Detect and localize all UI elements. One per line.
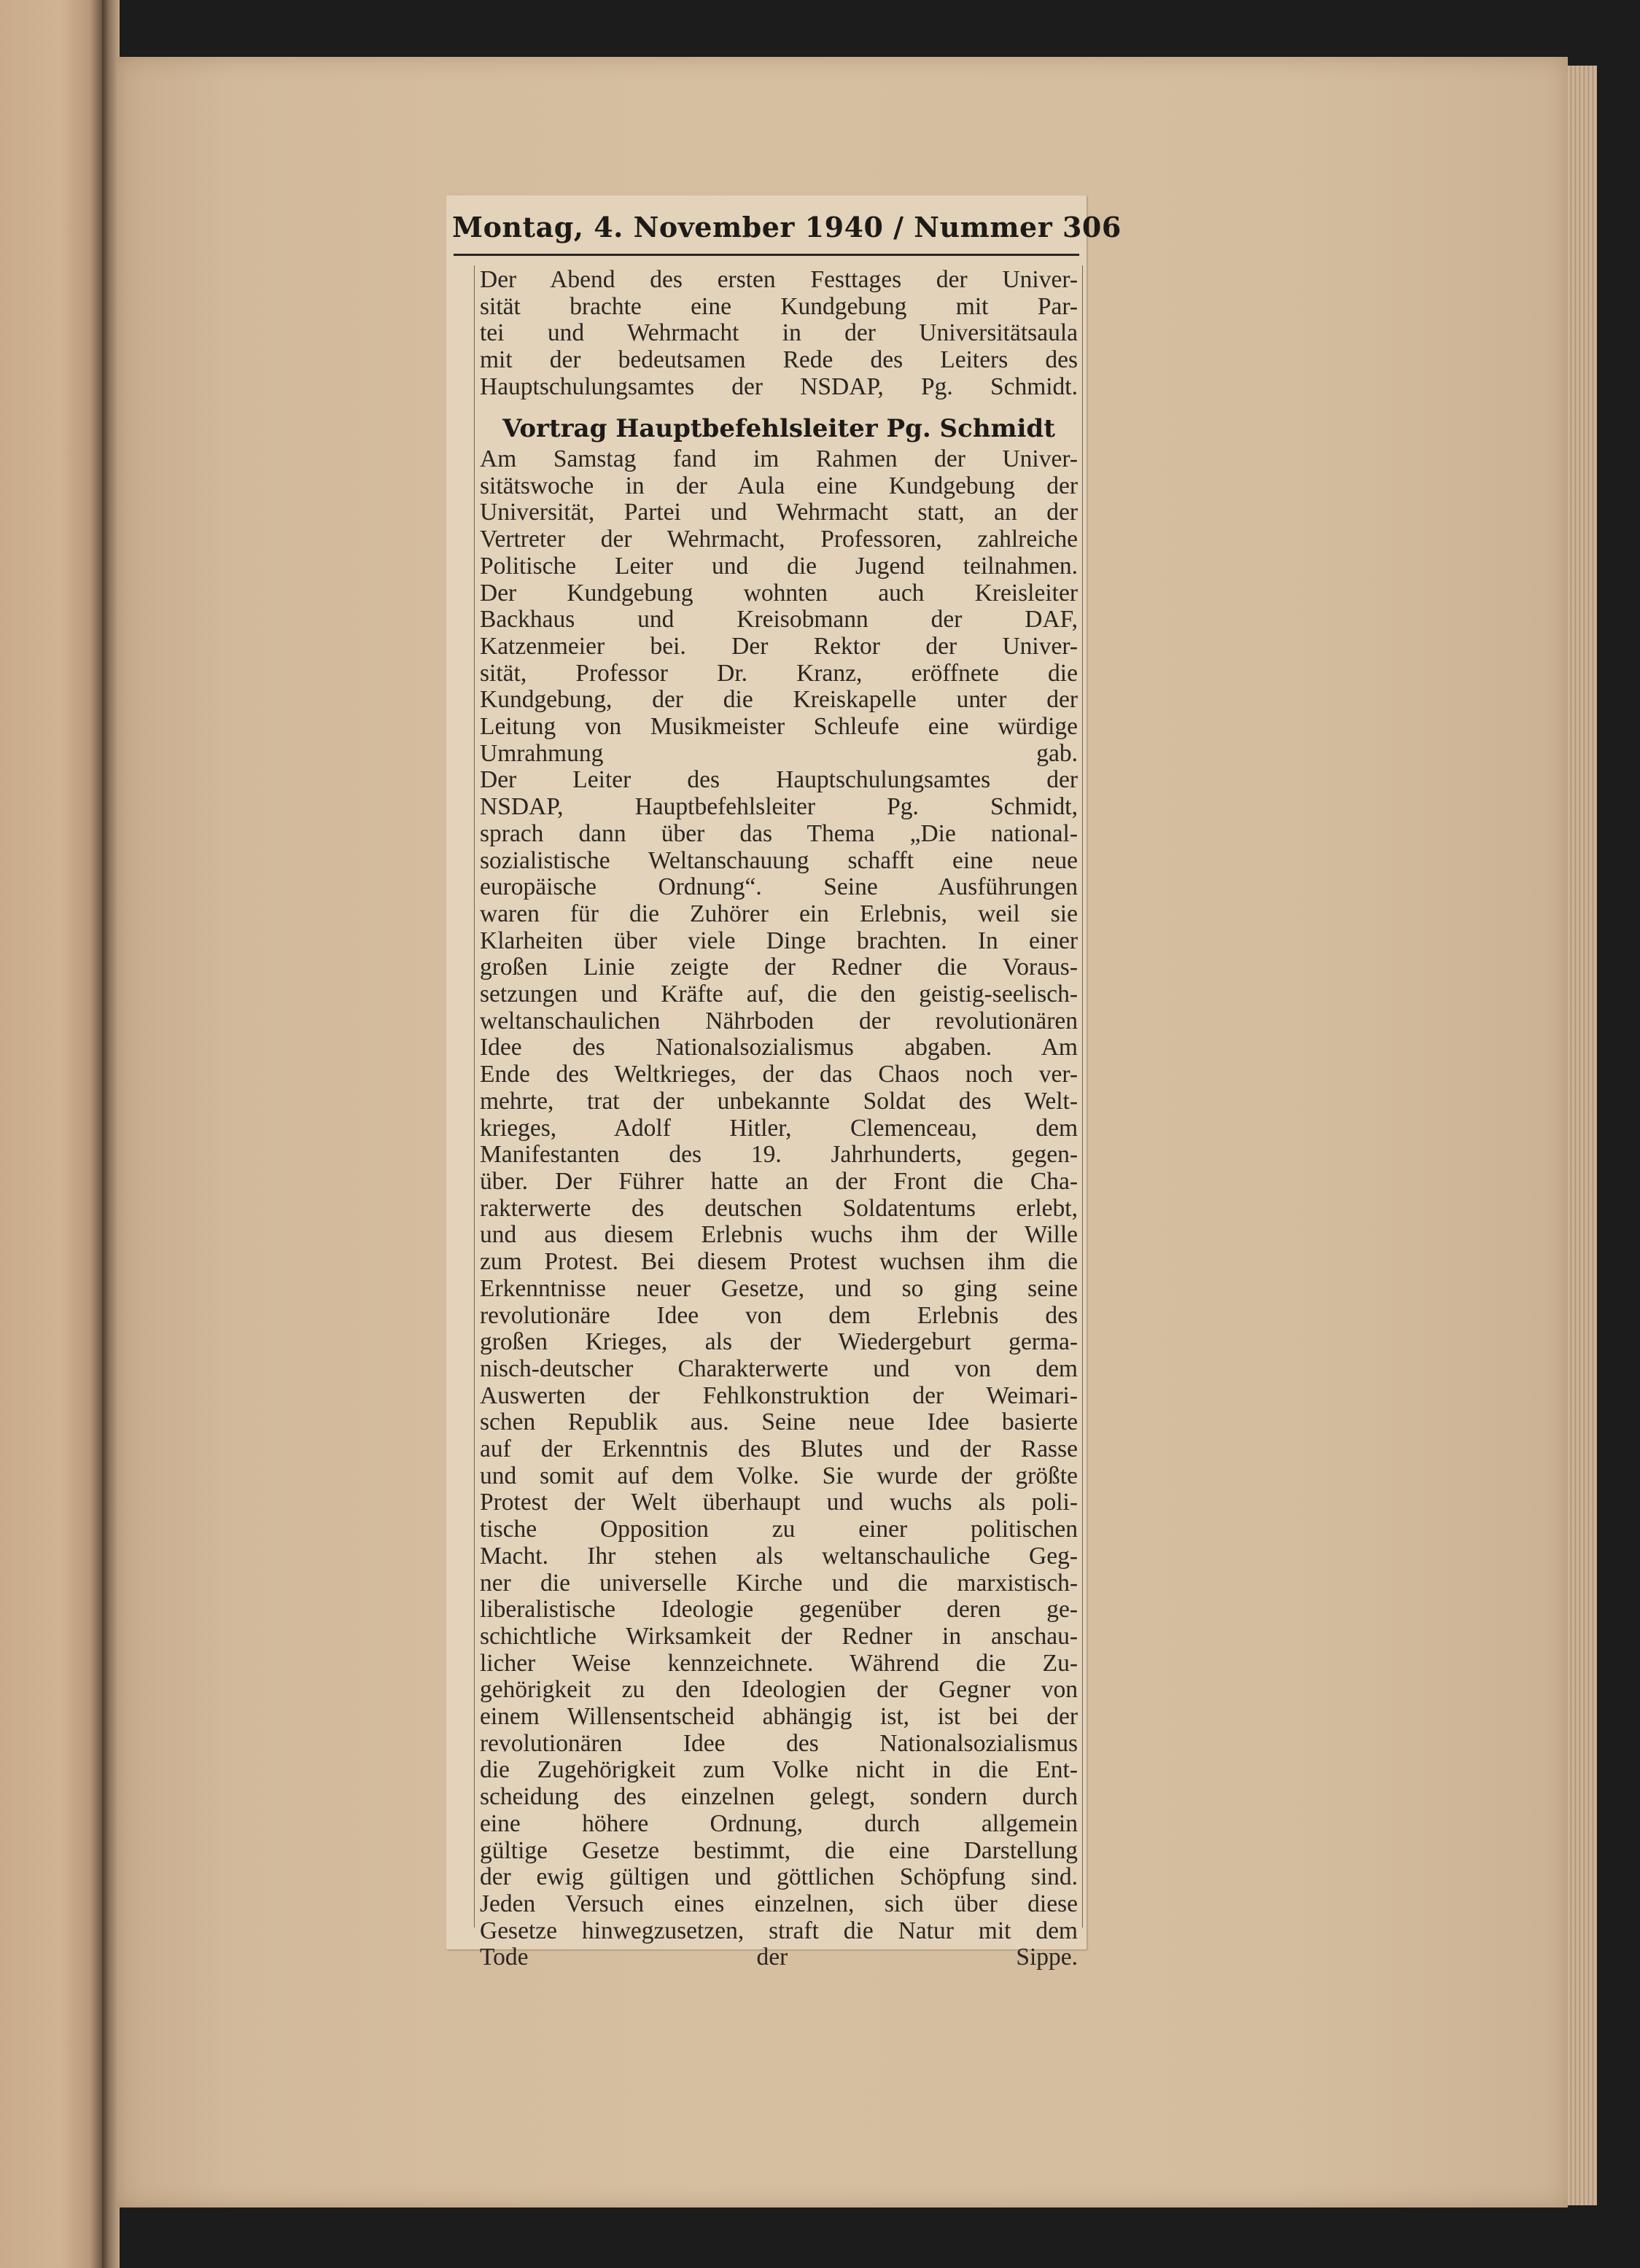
article-body: Am Samstag fand im Rahmen der Univer- sitätswoche in der Aula eine Kundgebung der Universität, Partei und Wehrmacht statt, an der Vertreter der Wehrmacht, Professoren, zahlreiche Politische Leiter und die Jugend teilnahmen. Der Kundgebung wohnten auch Kreisleiter Backhaus und Kreisobmann der DAF, Katzenmeier bei. Der Rektor der Univer- sität, Professor Dr. Kranz, eröffnete die Kundgebung, der die Kreiskapelle unter der Leitung von Musikmeister Schleufe eine würdige Umrahmung gab. Der Leiter des Hauptschulungsamtes der NSDAP, Hauptbefehlsleiter Pg. Schmidt, sprach dann über das Thema „Die national- sozialistische Weltanschauung schafft eine neue europäische Ordnung“. Seine Ausführungen waren für die Zuhörer ein Erlebnis, weil sie Klarheiten über viele Dinge brachten. In einer großen Linie zeigte der Redner die Voraus- setzungen und Kräfte auf, die den geistig-seelisch- weltanschaulichen Nährboden der revolutionären Idee des Nationalsozialismus abgaben. Am Ende des Weltkrieges, der das Chaos noch ver- mehrte, trat der unbekannte Soldat des Welt- krieges, Adolf Hitler, Clemenceau, dem Manifestanten des 19. Jahrhunderts, gegen- über. Der Führer hatte an der Front die Cha- rakterwerte des deutschen Soldatentums erlebt, und aus diesem Erlebnis wuchs ihm der Wille zum Protest. Bei diesem Protest wuchsen ihm die Erkenntnisse neuer Gesetze, und so ging seine revolutionäre Idee von dem Erlebnis des großen Krieges, als der Wiedergeburt germa- nisch-deutscher Charakterwerte und von dem Auswerten der Fehlkonstruktion der Weimari- schen Republik aus. Seine neue Idee basierte auf der Erkenntnis des Blutes und der Rasse und somit auf dem Volke. Sie wurde der größte Protest der Welt überhaupt und wuchs als poli- tische Opposition zu einer politischen Macht. Ihr stehen als weltanschauliche Geg- ner die universelle Kirche und die marxistisch- liberalistische Ideologie gegenüber deren ge- schichtliche Wirksamkeit der Redner in anschau- licher Weise kennzeichnete. Während die Zu- gehörigkeit zu den Ideologien der Gegner von einem Willensentscheid abhängig ist, ist bei der revolutionären Idee des Nationalsozialismus die Zugehörigkeit zum Volke nicht in die Ent- scheidung des einzelnen gelegt, sondern durch eine höhere Ordnung, durch allgemein gültige Gesetze bestimmt, die eine Darstellung der ewig gültigen und göttlichen Schöpfung sind. Jeden Versuch eines einzelnen, sich über diese Gesetze hinwegzusetzen, straft die Natur mit dem Tode der Sippe. (480, 445, 1078, 1971)
intro-paragraph: Der Abend des ersten Festtages der Univer- sität brachte eine Kundgebung mit Par- tei und Wehrmacht in der Universitätsaula mit der bedeutsamen Rede des Leiters des Hauptschulungsamtes der NSDAP, Pg. Schmidt. (480, 266, 1078, 400)
column-rule-left (474, 265, 475, 1928)
masthead-date-line: Montag, 4. November 1940 / Nummer 306 (452, 211, 1122, 243)
column-rule-right (1082, 265, 1083, 1928)
newspaper-clipping (446, 195, 1122, 1971)
masthead-rule (454, 254, 1079, 256)
left-page-edge (0, 0, 102, 2268)
article-headline: Vortrag Hauptbefehlsleiter Pg. Schmidt (502, 414, 1055, 443)
page-stack-edge (1568, 66, 1597, 2205)
